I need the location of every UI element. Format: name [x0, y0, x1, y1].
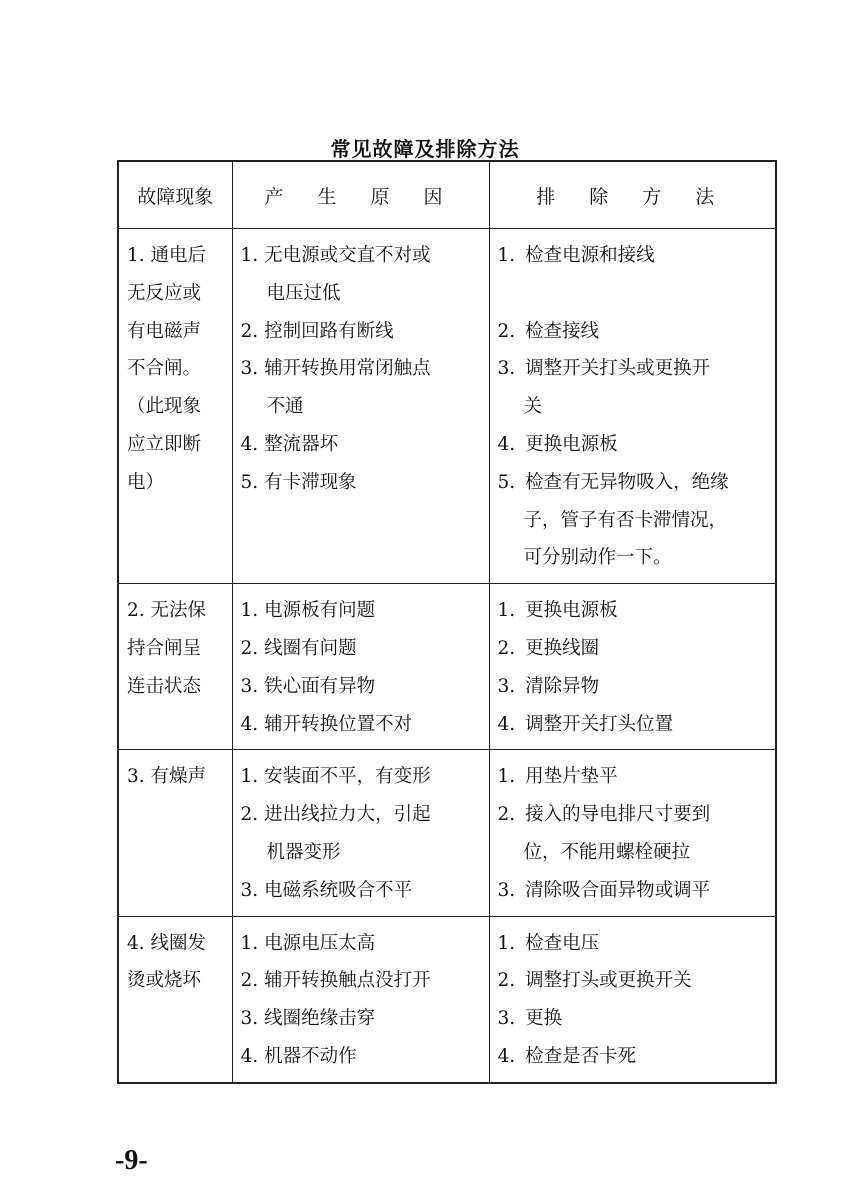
cause-number: 2. [240, 804, 259, 826]
cause-number: 1. [240, 766, 259, 788]
remedy-cell [489, 750, 776, 916]
remedy-text: 调整开关打头或更换开 [525, 358, 711, 380]
cause-number: 4. [240, 1045, 259, 1067]
cause-cell [232, 916, 489, 1083]
header-symptom: 故障现象 [118, 161, 232, 229]
cause-item [241, 1038, 483, 1076]
remedy-item [498, 962, 770, 1000]
symptom-line: 烫或烧坏 [127, 970, 202, 992]
symptom-cell [118, 750, 232, 916]
remedy-item [498, 1000, 770, 1038]
remedy-item [498, 426, 770, 464]
remedy-item [498, 350, 770, 388]
remedy-text: 更换电源板 [525, 600, 618, 622]
cause-text: 机器不动作 [264, 1045, 357, 1067]
remedy-text: 检查电源和接线 [525, 245, 655, 266]
symptom-line: 无反应或 [127, 282, 202, 304]
symptom-cell [118, 584, 232, 750]
cause-text-continued: 电压过低 [266, 282, 341, 304]
symptom-line: 电） [127, 471, 165, 493]
cause-item [241, 758, 483, 796]
cause-number: 1. [240, 245, 259, 266]
cause-text: 辅开转换用常闭触点 [264, 358, 431, 380]
remedy-text-continued: 可分别动作一下。 [523, 547, 672, 569]
remedy-cell [489, 584, 776, 750]
remedy-number: 4. [497, 1045, 516, 1067]
symptom-line: 4. 线圈发 [127, 932, 207, 954]
remedy-text: 调整打头或更换开关 [525, 970, 692, 992]
remedy-number: 3. [497, 879, 516, 901]
table-row [118, 584, 776, 750]
cause-item [241, 237, 483, 275]
table-title: 常见故障及排除方法 [330, 137, 520, 161]
cause-item [241, 350, 483, 388]
cause-item [241, 426, 483, 464]
symptom-line: 持合闸呈 [127, 637, 202, 659]
cause-number: 4. [240, 433, 259, 455]
remedy-text: 检查是否卡死 [525, 1045, 637, 1067]
cause-number: 3. [240, 1008, 259, 1030]
cause-item [241, 630, 483, 668]
remedy-item [498, 758, 770, 796]
remedy-number: 4. [497, 713, 516, 735]
cause-item [241, 796, 483, 834]
cause-number: 3. [240, 675, 259, 697]
cause-text: 电源电压太高 [264, 932, 376, 954]
remedy-cell [489, 229, 776, 584]
table-row [118, 750, 776, 916]
symptom-line: 2. 无法保 [127, 600, 207, 622]
remedy-number: 2. [497, 320, 516, 342]
remedy-text: 接入的导电排尺寸要到 [525, 804, 711, 826]
remedy-item [498, 925, 770, 963]
cause-text: 进出线拉力大，引起 [264, 804, 431, 826]
remedy-text: 检查接线 [525, 320, 600, 342]
cause-number: 3. [240, 358, 259, 380]
cause-text: 控制回路有断线 [264, 320, 394, 342]
cause-number: 1. [240, 600, 259, 622]
remedy-item [498, 592, 770, 630]
cause-text: 辅开转换位置不对 [264, 713, 413, 735]
symptom-line: 连击状态 [127, 675, 202, 697]
cause-item [241, 464, 483, 502]
remedy-number: 4. [497, 433, 516, 455]
cause-cell [232, 229, 489, 584]
cause-number: 4. [240, 713, 259, 735]
remedy-text: 更换电源板 [525, 433, 618, 455]
cause-text: 铁心面有异物 [264, 675, 376, 697]
remedy-text-continued: 位，不能用螺栓硬拉 [523, 841, 691, 863]
cause-item [241, 668, 483, 706]
cause-cell [232, 750, 489, 916]
remedy-text: 用垫片垫平 [525, 766, 618, 788]
remedy-number: 1. [497, 932, 516, 954]
cause-item [241, 872, 483, 910]
remedy-text: 更换线圈 [525, 637, 600, 659]
remedy-number: 2. [497, 637, 516, 659]
cause-number: 2. [240, 320, 259, 342]
remedy-text: 清除吸合面异物或调平 [525, 879, 711, 901]
cause-text: 电磁系统吸合不平 [264, 879, 413, 901]
cause-number: 2. [240, 637, 259, 659]
header-cause: 产 生 原 因 [232, 161, 489, 229]
header-row [118, 161, 776, 229]
remedy-number: 1. [497, 600, 516, 622]
remedy-number: 3. [497, 1008, 516, 1030]
cause-item [241, 1000, 483, 1038]
remedy-number: 1. [497, 766, 516, 788]
remedy-item [498, 668, 770, 706]
cause-text: 线圈绝缘击穿 [264, 1008, 376, 1030]
symptom-cell [118, 916, 232, 1083]
cause-text: 整流器坏 [264, 433, 339, 455]
remedy-number: 2. [497, 804, 516, 826]
cause-number: 5. [240, 471, 259, 493]
cause-text: 安装面不平，有变形 [264, 766, 431, 788]
remedy-text: 清除异物 [525, 675, 600, 697]
symptom-line: 有电磁声 [127, 320, 202, 342]
cause-cell [232, 584, 489, 750]
symptom-line: 3. 有燥声 [127, 766, 207, 788]
symptom-line: 1. 通电后 [127, 245, 207, 266]
cause-item [241, 313, 483, 351]
cause-number: 2. [240, 970, 259, 992]
cause-text: 辅开转换触点没打开 [264, 970, 431, 992]
symptom-line: 应立即断 [127, 433, 202, 455]
cause-text: 有卡滞现象 [264, 471, 357, 493]
cause-item [241, 962, 483, 1000]
cause-item [241, 925, 483, 963]
cause-number: 3. [240, 879, 259, 901]
remedy-text: 检查有无异物吸入，绝缘 [525, 471, 729, 493]
remedy-number: 3. [497, 358, 516, 380]
remedy-text: 更换 [525, 1008, 563, 1030]
remedy-number: 3. [497, 675, 516, 697]
symptom-line: （此现象 [127, 396, 202, 418]
remedy-item [498, 313, 770, 351]
remedy-item [498, 237, 770, 275]
cause-number: 1. [240, 932, 259, 954]
symptom-cell [118, 229, 232, 584]
remedy-number: 5. [497, 471, 516, 493]
remedy-item [498, 706, 770, 744]
remedy-item [498, 630, 770, 668]
cause-text: 无电源或交直不对或 [264, 245, 431, 266]
remedy-item [498, 464, 770, 502]
remedy-item [498, 796, 770, 834]
remedy-item [498, 872, 770, 910]
spacer [498, 275, 770, 313]
page-number: -9- [115, 1145, 148, 1176]
remedy-text-continued: 子，管子有否卡滞情况， [523, 509, 728, 531]
remedy-text: 检查电压 [525, 932, 600, 954]
cause-text-continued: 机器变形 [266, 841, 341, 863]
remedy-number: 1. [497, 245, 516, 266]
remedy-item [498, 1038, 770, 1076]
table-body [118, 229, 776, 1083]
cause-text-continued: 不通 [266, 396, 304, 418]
cause-item [241, 706, 483, 744]
header-remedy: 排 除 方 法 [489, 161, 776, 229]
table-row [118, 229, 776, 584]
remedy-cell [489, 916, 776, 1083]
remedy-number: 2. [497, 970, 516, 992]
symptom-line: 不合闸。 [127, 358, 202, 380]
cause-text: 线圈有问题 [264, 637, 357, 659]
cause-item [241, 592, 483, 630]
remedy-text: 调整开关打头位置 [525, 713, 674, 735]
remedy-text-continued: 关 [523, 396, 543, 418]
cause-text: 电源板有问题 [264, 600, 376, 622]
fault-table [117, 160, 777, 1084]
table-row [118, 916, 776, 1083]
